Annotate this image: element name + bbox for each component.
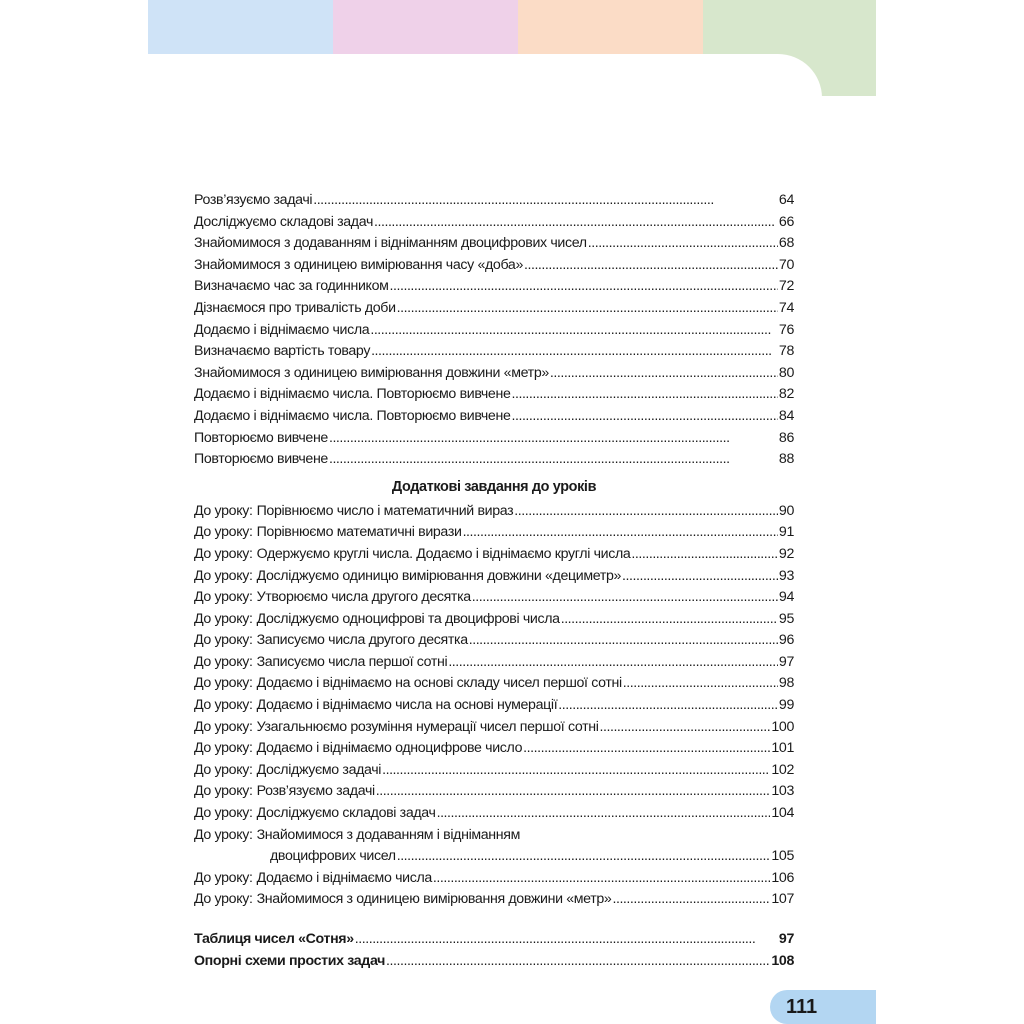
toc-leader-dots: [514, 501, 778, 523]
toc-entry-page: 94: [778, 589, 794, 606]
toc-entry-page: 108: [771, 952, 794, 969]
toc-entry-page: 66: [778, 213, 794, 230]
toc-entry-page: 102: [771, 761, 794, 778]
toc-entry-lesson: [194, 889, 794, 911]
toc-entry-page: 90: [778, 502, 794, 519]
toc-entry-title: Досліджуємо складові задач: [194, 213, 374, 230]
toc-entry-lesson: [194, 781, 794, 803]
toc-entry-page: 100: [771, 718, 794, 735]
toc-entry-title: Повторюємо вивчене: [194, 451, 328, 468]
toc-entry-page: 84: [778, 407, 794, 424]
toc-leader-dots: [561, 609, 778, 631]
toc-entry: [194, 363, 794, 385]
toc-entry-title: Розв’язуємо задачі: [256, 783, 375, 800]
toc-entry: [194, 298, 794, 320]
toc-leader-dots: [622, 566, 778, 588]
toc-entry-page: 92: [778, 545, 794, 562]
toc-entry-page: 78: [778, 343, 794, 360]
lesson-prefix: До уроку:: [194, 545, 253, 562]
toc-leader-dots: [437, 803, 771, 825]
toc-entry-lesson: [194, 760, 794, 782]
toc-entry-lesson: [194, 587, 794, 609]
toc-entry-page: 70: [778, 256, 794, 273]
top-white-tab: [148, 54, 822, 114]
toc-entry-title: Додаємо і віднімаємо числа. Повторюємо вивчене: [194, 386, 511, 403]
toc-entry: [194, 428, 794, 450]
toc-entry-title: Досліджуємо складові задач: [256, 805, 436, 822]
lesson-prefix: До уроку:: [194, 675, 253, 692]
toc-entry-page: 72: [778, 278, 794, 295]
toc-entry-lesson: [194, 566, 794, 588]
toc-entry-title: Знайомимося з додаванням і відніманням двоцифрових чисел: [194, 235, 587, 252]
lesson-prefix: До уроку:: [194, 783, 253, 800]
toc-leader-dots: [524, 255, 778, 277]
toc-leader-dots: [463, 522, 778, 544]
toc-entry-page: 68: [778, 235, 794, 252]
toc-entry-title: Знайомимося з одиницею вимірювання часу «доба»: [194, 256, 523, 273]
toc-entry-lesson: [194, 695, 794, 717]
toc-leader-dots: [612, 889, 770, 911]
toc-entry-title: Додаємо і віднімаємо числа: [256, 869, 432, 886]
toc-main-list: [194, 190, 794, 471]
toc-entry-lesson: [194, 738, 794, 760]
toc-entry-title: Визначаємо час за годинником: [194, 278, 389, 295]
toc-entry-page: 64: [778, 192, 794, 208]
toc-entry-page: 106: [771, 869, 794, 886]
toc-leader-dots: [433, 868, 770, 890]
toc-entry-title: Додаємо і віднімаємо числа. Повторюємо вивчене: [194, 407, 511, 424]
toc-entry-lesson: [194, 609, 794, 631]
lesson-prefix: До уроку:: [194, 632, 253, 649]
toc-entry-page: 88: [778, 451, 794, 468]
toc-entry-page: 103: [771, 783, 794, 800]
toc-leader-dots: [382, 760, 770, 782]
toc-entry: [194, 190, 794, 212]
toc-leader-dots: [631, 544, 777, 566]
toc-entry-title: Досліджуємо одноцифрові та двоцифрові числа: [256, 610, 560, 627]
toc-entry-page: 101: [771, 740, 794, 757]
toc-entry-page: 82: [778, 386, 794, 403]
toc-entry-page: 97: [778, 931, 794, 947]
toc-entry: [194, 255, 794, 277]
toc-entry-page: 96: [778, 632, 794, 649]
toc-entry-page: 104: [771, 805, 794, 822]
toc-entry-page: 80: [778, 364, 794, 381]
toc-entry-lesson: [194, 630, 794, 652]
toc-leader-dots: [550, 363, 778, 385]
toc-entry-page: 105: [771, 848, 794, 865]
lesson-prefix: До уроку:: [194, 567, 253, 584]
toc-entry-title: Досліджуємо одиницю вимірювання довжини «дециметр»: [256, 567, 622, 584]
toc-entry-title: Знайомимося з додаванням і відніманням: [256, 826, 521, 843]
toc-entry-page: 99: [778, 697, 794, 714]
lesson-prefix: До уроку:: [194, 740, 253, 757]
toc-entry-title: Записуємо числа другого десятка: [256, 632, 468, 649]
toc-leader-dots: [386, 951, 770, 973]
toc-entry-page: 107: [771, 891, 794, 908]
toc-entry-page: 74: [778, 299, 794, 316]
toc-entry-lesson: [194, 717, 794, 739]
toc-entry-page: 76: [778, 321, 794, 338]
toc-entry-page: 91: [778, 524, 794, 541]
lesson-prefix: До уроку:: [194, 891, 253, 908]
toc-entry-page: 95: [778, 610, 794, 627]
toc-entry: [194, 384, 794, 406]
toc-leader-dots: [472, 587, 778, 609]
toc-entry-title: Опорні схеми простих задач: [194, 952, 386, 969]
toc-entry-title: Додаємо і віднімаємо числа на основі нумерації: [256, 697, 558, 714]
toc-entry: [194, 320, 794, 342]
toc-leader-dots: [448, 652, 778, 674]
toc-leader-dots: [374, 212, 778, 234]
toc-entry-bold: [194, 929, 794, 951]
toc-leader-dots: [523, 738, 770, 760]
toc-leader-dots: [397, 846, 771, 868]
toc-entry-page: 98: [778, 675, 794, 692]
lesson-prefix: До уроку:: [194, 718, 253, 735]
toc-leader-dots: [623, 673, 778, 695]
lesson-prefix: До уроку:: [194, 826, 253, 843]
toc-appendix-list: [194, 929, 794, 972]
toc-entry-title: Порівнюємо число і математичний вираз: [256, 502, 514, 519]
lesson-prefix: До уроку:: [194, 761, 253, 778]
toc-entry-wrapped: [194, 825, 794, 847]
toc-entry-wrapped-continuation: [194, 846, 794, 868]
toc-entry-page: 97: [778, 653, 794, 670]
toc-entry-title: Таблиця чисел «Сотня»: [194, 931, 354, 947]
toc-leader-dots: [469, 630, 778, 652]
toc-entry-title: Узагальнюємо розуміння нумерації чисел першої сотні: [256, 718, 599, 735]
toc-leader-dots: [512, 406, 778, 428]
toc-leader-dots: [376, 781, 771, 803]
toc-leader-dots: [558, 695, 778, 717]
toc-entry-title: двоцифрових чисел: [270, 848, 396, 865]
toc-entry-title: Додаємо і віднімаємо числа: [194, 321, 370, 338]
toc-entry-lesson: [194, 868, 794, 890]
toc-leader-dots: [371, 341, 778, 363]
toc-entry-lesson: [194, 522, 794, 544]
toc-entry-title: Знайомимося з одиницею вимірювання довжини «метр»: [194, 364, 549, 381]
toc-leader-dots: [588, 233, 778, 255]
toc-entry-title: Одержуємо круглі числа. Додаємо і віднімаємо круглі числа: [256, 545, 631, 562]
toc-entry-page: 93: [778, 567, 794, 584]
toc-entry-title: Досліджуємо задачі: [256, 761, 382, 778]
toc-entry-title: Додаємо і віднімаємо одноцифрове число: [256, 740, 523, 757]
toc-entry-page: 86: [778, 429, 794, 446]
toc-entry-title: Визначаємо вартість товару: [194, 343, 371, 360]
toc-entry-title: Порівнюємо математичні вирази: [256, 524, 462, 541]
lesson-prefix: До уроку:: [194, 589, 253, 606]
toc-extra-lessons-tail: [194, 868, 794, 911]
toc-entry-title: Повторюємо вивчене: [194, 429, 328, 446]
toc-leader-dots: [355, 929, 778, 951]
toc-entry-title: Утворюємо числа другого десятка: [256, 589, 471, 606]
lesson-prefix: До уроку:: [194, 653, 253, 670]
toc-entry-title: Дізнаємося про тривалість доби: [194, 299, 396, 316]
toc-extra-lessons-list: [194, 501, 794, 825]
toc-entry: [194, 276, 794, 298]
toc-entry-title: Знайомимося з одиницею вимірювання довжини «метр»: [256, 891, 612, 908]
toc-entry-lesson: [194, 673, 794, 695]
toc-leader-dots: [512, 384, 778, 406]
toc-entry-title: Додаємо і віднімаємо на основі складу чисел першої сотні: [256, 675, 622, 692]
toc-entry-lesson: [194, 501, 794, 523]
toc-leader-dots: [329, 449, 778, 471]
toc-entry: [194, 449, 794, 471]
toc-leader-dots: [390, 276, 778, 298]
toc-entry-lesson: [194, 803, 794, 825]
page-number: 111: [786, 995, 818, 1018]
page-number-tab: [770, 990, 876, 1024]
section-heading: Додаткові завдання до уроків: [391, 478, 597, 495]
toc-entry-bold: [194, 951, 794, 973]
toc-entry-title: Розв’язуємо задачі: [194, 192, 313, 208]
toc-entry: [194, 341, 794, 363]
lesson-prefix: До уроку:: [194, 869, 253, 886]
toc-leader-dots: [600, 717, 771, 739]
lesson-prefix: До уроку:: [194, 697, 253, 714]
toc-leader-dots: [370, 320, 778, 342]
toc-entry-lesson: [194, 544, 794, 566]
lesson-prefix: До уроку:: [194, 524, 253, 541]
toc-entry-lesson: [194, 652, 794, 674]
toc-entry: [194, 406, 794, 428]
lesson-prefix: До уроку:: [194, 610, 253, 627]
toc-leader-dots: [397, 298, 778, 320]
lesson-prefix: До уроку:: [194, 502, 253, 519]
toc-leader-dots: [313, 190, 778, 212]
toc-entry: [194, 212, 794, 234]
toc-entry: [194, 233, 794, 255]
lesson-prefix: До уроку:: [194, 805, 253, 822]
toc-leader-dots: [329, 428, 778, 450]
toc-entry-title: Записуємо числа першої сотні: [256, 653, 448, 670]
table-of-contents: [194, 190, 794, 972]
